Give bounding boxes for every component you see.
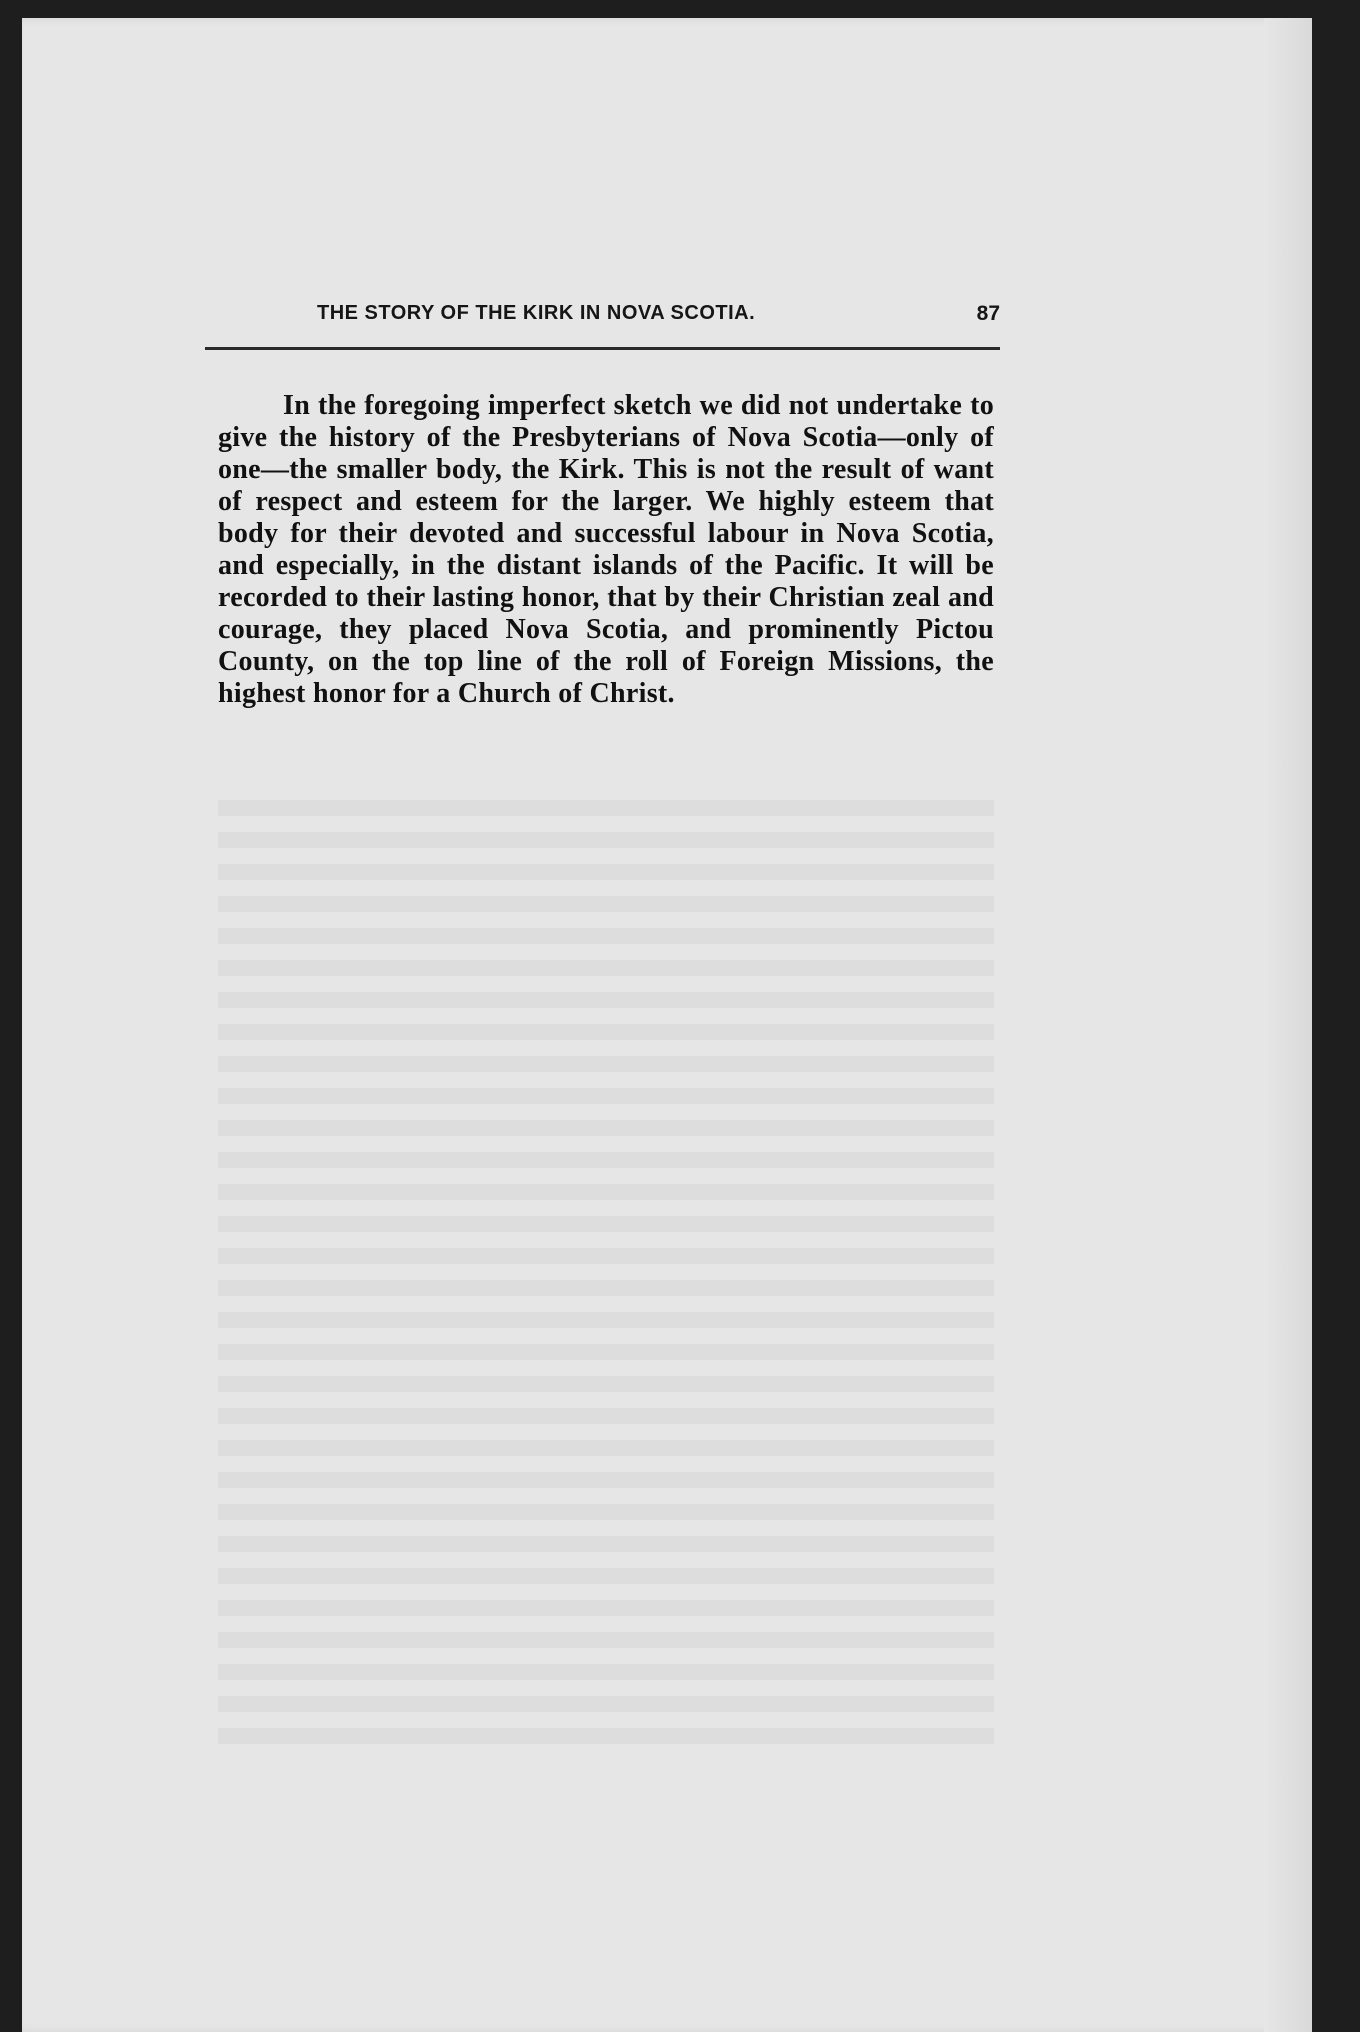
- page-edge-shadow: [1264, 18, 1312, 2032]
- header-rule: [205, 347, 1000, 350]
- running-header: [205, 290, 1000, 340]
- bleed-through-texture: [218, 800, 994, 1760]
- running-title: THE STORY OF THE KIRK IN NOVA SCOTIA.: [317, 302, 756, 324]
- page-number: 87: [976, 302, 1000, 325]
- body-paragraph: In the foregoing imperfect sketch we did not undertake to give the history of the Presbyterians of Nova Scotia—only of one—the smaller body, the Kirk. This is not the result of want of respect and esteem for the larger. We highly esteem that body for their devoted and successful labour in Nova Scotia, and especially, in the distant islands of the Pacific. It will be recorded to their lasting honor, that by their Christian zeal and courage, they placed Nova Scotia, and prominently Pictou County, on the top line of the roll of Foreign Missions, the highest honor for a Church of Christ.: [218, 390, 994, 709]
